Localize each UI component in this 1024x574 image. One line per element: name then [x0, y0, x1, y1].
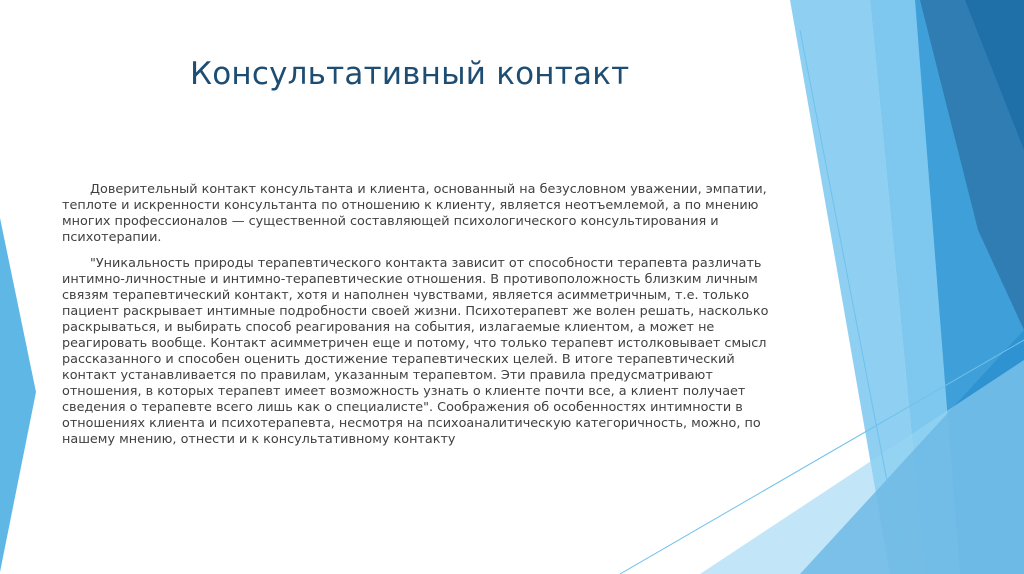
paragraph-2: "Уникальность природы терапевтического контакта зависит от способности терапевта различать интимно-личностные и интимно-терапевтические отношения. В противоположность близким личным связям терапевтический контакт, хотя и наполнен чувствами, является асимметричным, т.е. только пациент раскрывает интимные подробности своей жизни. Психотерапевт же волен решать, насколько раскрываться, и выбирать способ реагирования на события, излагаемые клиентом, а может не реагировать вообще. Контакт асимметричен еще и потому, что только терапевт истолковывает смысл рассказанного и способен оценить достижение терапевтических целей. В итоге терапевтический контакт устанавливается по правилам, указанным терапевтом. Эти правила предусматривают отношения, в которых терапевт имеет возможность узнать о клиенте почти все, а клиент получает сведения о терапевте всего лишь как о специалисте". Соображения об особенностях интимности в отношениях клиента и психотерапевта, несмотря на психоаналитическую категоричность, можно, по нашему мнению, отнести и к консультативному контакту — [62, 256, 769, 447]
slide-body — [62, 182, 782, 458]
left-edge-triangle — [0, 218, 36, 572]
slide-title: Консультативный контакт — [190, 56, 630, 92]
paragraph-1: Доверительный контакт консультанта и клиента, основанный на безусловном уважении, эмпатии, теплоте и искренности консультанта по отношению к клиенту, является неотъемлемой, а по мнению многих профессионалов — существенной составляющей психологического консультирования и психотерапии. — [62, 182, 767, 245]
